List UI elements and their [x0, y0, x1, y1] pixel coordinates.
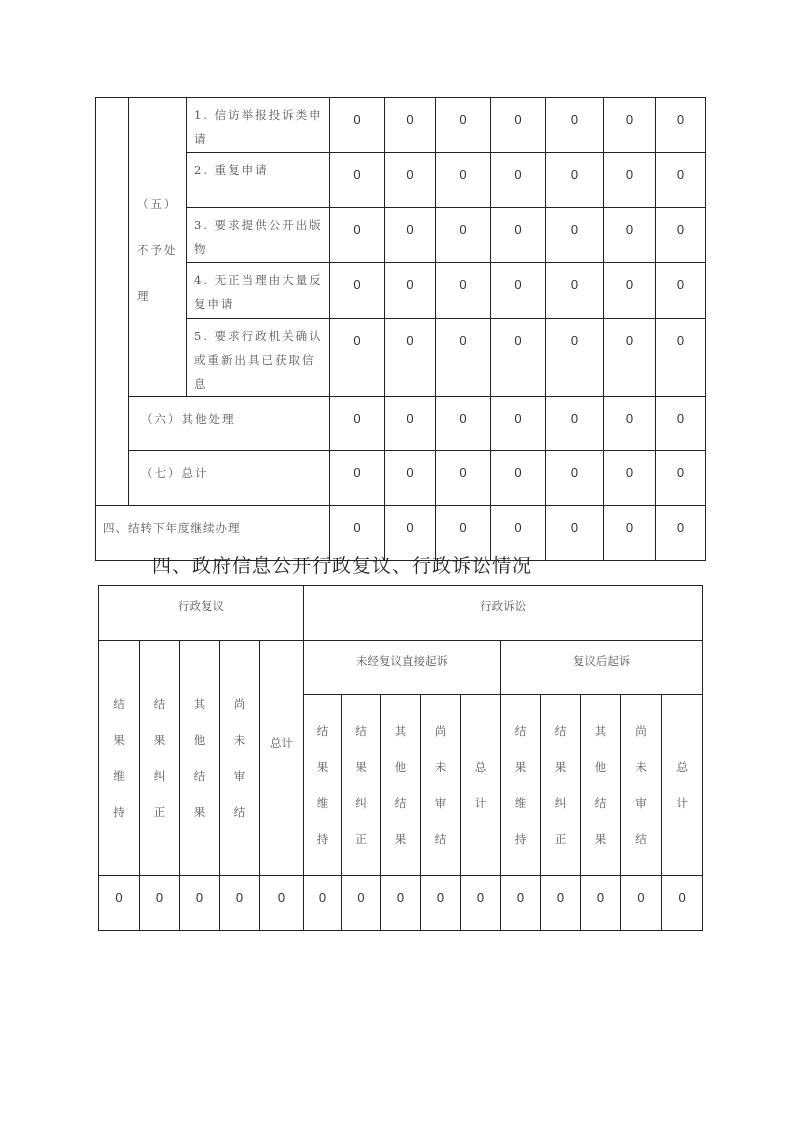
value-cell: 0	[436, 98, 491, 153]
table-row	[96, 263, 706, 319]
direct-col-header	[461, 695, 501, 876]
value-cell: 0	[260, 876, 304, 931]
header-char: 审	[635, 796, 647, 810]
header-row	[99, 586, 703, 641]
value-cell: 0	[436, 153, 491, 208]
table-row	[99, 876, 703, 931]
value-cell: 0	[656, 397, 706, 451]
value-cell: 0	[656, 263, 706, 319]
value-cell: 0	[581, 876, 621, 931]
section-title: 四、政府信息公开行政复议、行政诉讼情况	[152, 555, 533, 577]
value-cell: 0	[656, 153, 706, 208]
header-char: 果	[554, 760, 567, 774]
value-cell: 0	[385, 506, 436, 561]
value-cell: 0	[330, 98, 385, 153]
group5-label-cell	[129, 98, 187, 397]
value-cell: 0	[656, 208, 706, 263]
review-col-header	[140, 641, 180, 876]
review-col-header	[180, 641, 220, 876]
row-label: 3. 要求提供公开出版物	[187, 208, 330, 263]
value-cell: 0	[604, 397, 656, 451]
row-label: 四、结转下年度继续办理	[96, 506, 330, 561]
header-char: 结	[355, 724, 367, 738]
value-cell: 0	[436, 208, 491, 263]
header-char: 计	[676, 796, 688, 810]
value-cell: 0	[546, 397, 604, 451]
table-row	[96, 208, 706, 263]
value-cell: 0	[656, 98, 706, 153]
value-cell: 0	[491, 451, 546, 506]
direct-col-header	[342, 695, 381, 876]
row-label: 2. 重复申请	[187, 153, 330, 208]
value-cell: 0	[604, 98, 656, 153]
group5-label-line: （五）	[137, 196, 178, 211]
header-char: 果	[594, 832, 607, 846]
header-char: 结	[153, 697, 166, 711]
header-char: 审	[233, 769, 246, 783]
direct-col-header	[421, 695, 461, 876]
header-char: 果	[316, 760, 329, 774]
direct-suit-header: 未经复议直接起诉	[304, 641, 501, 695]
value-cell: 0	[546, 153, 604, 208]
value-cell: 0	[99, 876, 140, 931]
header-char: 纠	[355, 796, 367, 810]
value-cell: 0	[385, 208, 436, 263]
value-cell: 0	[604, 153, 656, 208]
value-cell: 0	[604, 208, 656, 263]
value-cell: 0	[421, 876, 461, 931]
value-cell: 0	[330, 397, 385, 451]
value-cell: 0	[330, 263, 385, 319]
review-col-header	[99, 641, 140, 876]
value-cell: 0	[656, 451, 706, 506]
table-row	[96, 153, 706, 208]
header-char: 果	[153, 733, 166, 747]
row-label: 5. 要求行政机关确认或重新出具已获取信息	[187, 319, 330, 397]
header-char: 未	[635, 760, 647, 774]
header-char: 结	[394, 796, 407, 810]
header-char: 正	[355, 832, 367, 846]
header-char: 果	[355, 760, 367, 774]
value-cell: 0	[546, 319, 604, 397]
header-char: 果	[113, 733, 125, 747]
header-row	[99, 641, 703, 695]
header-char: 尚	[635, 724, 647, 738]
value-cell: 0	[385, 397, 436, 451]
table-row	[96, 397, 706, 451]
value-cell: 0	[546, 208, 604, 263]
value-cell: 0	[304, 876, 342, 931]
value-cell: 0	[491, 319, 546, 397]
group5-label-line: 不予处	[137, 242, 178, 257]
review-litigation-table	[98, 585, 703, 931]
after-col-header	[662, 695, 703, 876]
value-cell: 0	[385, 153, 436, 208]
table-row	[96, 98, 706, 153]
after-review-header: 复议后起诉	[501, 641, 703, 695]
header-char: 维	[514, 796, 527, 810]
value-cell: 0	[491, 397, 546, 451]
value-cell: 0	[385, 319, 436, 397]
header-char: 其	[594, 724, 607, 738]
value-cell: 0	[436, 451, 491, 506]
value-cell: 0	[330, 319, 385, 397]
header-char: 总	[474, 760, 487, 774]
value-cell: 0	[604, 451, 656, 506]
header-char: 尚	[233, 697, 246, 711]
header-char: 果	[514, 760, 527, 774]
header-char: 他	[193, 733, 206, 747]
header-char: 其	[394, 724, 407, 738]
value-cell: 0	[342, 876, 381, 931]
value-cell: 0	[491, 263, 546, 319]
value-cell: 0	[220, 876, 260, 931]
value-cell: 0	[330, 153, 385, 208]
header-char: 正	[554, 832, 567, 846]
header-char: 持	[113, 805, 125, 819]
value-cell: 0	[461, 876, 501, 931]
review-total-header: 总计	[260, 641, 304, 876]
header-char: 结	[233, 805, 246, 819]
value-cell: 0	[546, 451, 604, 506]
review-header: 行政复议	[99, 586, 304, 641]
value-cell: 0	[385, 98, 436, 153]
application-handling-table	[95, 97, 706, 561]
review-col-header	[220, 641, 260, 876]
value-cell: 0	[546, 263, 604, 319]
value-cell: 0	[621, 876, 662, 931]
direct-col-header	[381, 695, 421, 876]
header-char: 正	[153, 805, 166, 819]
after-col-header	[501, 695, 541, 876]
header-char: 结	[113, 697, 125, 711]
header-char: 果	[394, 832, 407, 846]
header-char: 结	[635, 832, 647, 846]
header-char: 纠	[153, 769, 166, 783]
litigation-header: 行政诉讼	[304, 586, 703, 641]
header-char: 持	[514, 832, 527, 846]
row-label: 1. 信访举报投诉类申请	[187, 98, 330, 153]
header-char: 他	[394, 760, 407, 774]
value-cell: 0	[546, 98, 604, 153]
value-cell: 0	[491, 208, 546, 263]
row-label: （六）其他处理	[129, 397, 330, 451]
value-cell: 0	[604, 319, 656, 397]
value-cell: 0	[436, 263, 491, 319]
header-char: 未	[434, 760, 447, 774]
header-char: 其	[193, 697, 206, 711]
value-cell: 0	[656, 319, 706, 397]
header-char: 结	[316, 724, 329, 738]
value-cell: 0	[436, 397, 491, 451]
value-cell: 0	[491, 506, 546, 561]
after-col-header	[621, 695, 662, 876]
value-cell: 0	[491, 153, 546, 208]
header-char: 审	[434, 796, 447, 810]
header-char: 纠	[554, 796, 567, 810]
table-row	[96, 319, 706, 397]
header-char: 计	[474, 796, 487, 810]
header-char: 结	[434, 832, 447, 846]
header-char: 结	[554, 724, 567, 738]
header-char: 未	[233, 733, 246, 747]
header-char: 尚	[434, 724, 447, 738]
outer-group-cell	[96, 98, 129, 506]
header-char: 结	[514, 724, 527, 738]
value-cell: 0	[140, 876, 180, 931]
value-cell: 0	[501, 876, 541, 931]
group5-label-line: 理	[137, 288, 151, 303]
row-label: （七）总计	[129, 451, 330, 506]
value-cell: 0	[330, 451, 385, 506]
direct-col-header	[304, 695, 342, 876]
value-cell: 0	[491, 98, 546, 153]
header-char: 果	[193, 805, 206, 819]
value-cell: 0	[385, 263, 436, 319]
value-cell: 0	[546, 506, 604, 561]
header-char: 持	[316, 832, 329, 846]
header-char: 结	[594, 796, 607, 810]
after-col-header	[541, 695, 581, 876]
value-cell: 0	[180, 876, 220, 931]
value-cell: 0	[656, 506, 706, 561]
value-cell: 0	[381, 876, 421, 931]
value-cell: 0	[662, 876, 703, 931]
value-cell: 0	[541, 876, 581, 931]
value-cell: 0	[604, 506, 656, 561]
value-cell: 0	[330, 506, 385, 561]
value-cell: 0	[330, 208, 385, 263]
after-col-header	[581, 695, 621, 876]
value-cell: 0	[436, 319, 491, 397]
header-char: 总	[676, 760, 688, 774]
value-cell: 0	[385, 451, 436, 506]
row-label: 4. 无正当理由大量反复申请	[187, 263, 330, 319]
header-char: 他	[594, 760, 607, 774]
header-char: 维	[316, 796, 329, 810]
header-char: 结	[193, 769, 206, 783]
value-cell: 0	[436, 506, 491, 561]
table-row	[96, 451, 706, 506]
value-cell: 0	[604, 263, 656, 319]
header-char: 维	[113, 769, 125, 783]
